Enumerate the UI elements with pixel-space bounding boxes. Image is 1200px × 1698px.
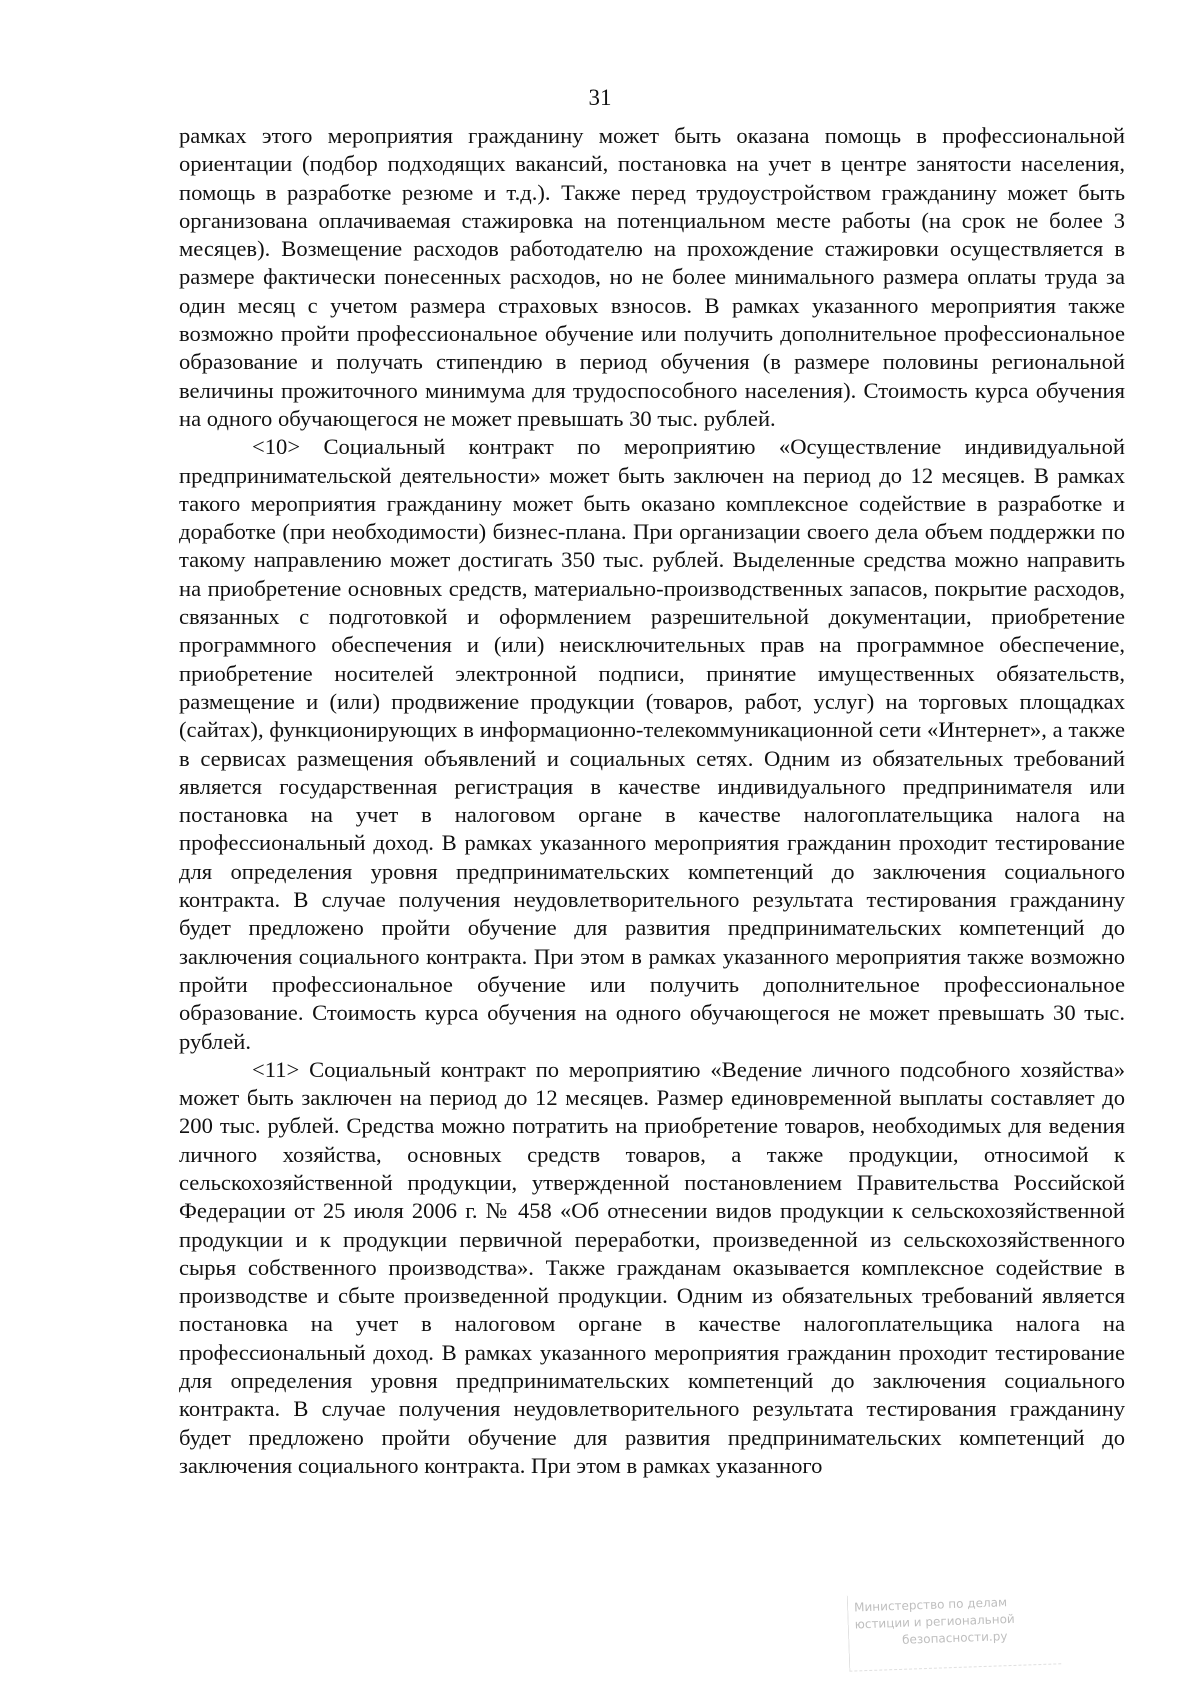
paragraph-continuation: рамках этого мероприятия гражданину может быть оказана помощь в профессиональной ориентации (подбор подходящих вакансий, постановка на учет в центре занятости населения, помощь в разработке резюме и т.д.). Также перед трудоустройством гражданину может быть организована оплачиваемая стажировка на потенциальном месте работы (на срок не более 3 месяцев). Возмещение расходов работодателю на прохождение стажировки осуществляется в размере фактически понесенных расходов, но не более минимального размера оплаты труда за один месяц с учетом размера страховых взносов. В рамках указанного мероприятия также возможно пройти профессиональное обучение или получить дополнительное профессиональное образование и получать стипендию в период обучения (в размере половины региональной величины прожиточного минимума для трудоспособного населения). Стоимость курса обучения на одного обучающегося не может превышать 30 тыс. рублей. — [179, 123, 1125, 431]
paragraph-note-11: <11> Социальный контракт по мероприятию «Ведение личного подсобного хозяйства» может быть заключен на период до 12 месяцев. Размер единовременной выплаты составляет до 200 тыс. рублей. Средства можно потратить на приобретение товаров, необходимых для ведения личного хозяйства, основных средств товаров, а также продукции, относимой к сельскохозяйственной продукции, утвержденной постановлением Правительства Российской Федерации от 25 июля 2006 г. № 458 «Об отнесении видов продукции к сельскохозяйственной продукции и к продукции первичной переработки, произведенной из сельскохозяйственного сырья собственного производства». Также гражданам оказывается комплексное содействие в производстве и сбыте произведенной продукции. Одним из обязательных требований является постановка на учет в налоговом органе в качестве налогоплательщика налога на профессиональный доход. В рамках указанного мероприятия гражданин проходит тестирование для определения уровня предпринимательских компетенций до заключения социального контракта. В случае получения неудовлетворительного результата тестирования гражданину будет предложено пройти обучение для развития предпринимательских компетенций до заключения социального контракта. При этом в рамках указанного — [179, 1056, 1125, 1478]
stamp-line-1: Министерство по делам — [853, 1595, 1008, 1615]
stamp-line-2: юстиции и региональной — [854, 1611, 1015, 1632]
page-number: 31 — [588, 85, 612, 110]
paragraph-note-10: <10> Социальный контракт по мероприятию «Осуществление индивидуальной предпринимательской деятельности» может быть заключен на период до 12 месяцев. В рамках такого мероприятия гражданину может быть оказано комплексное содействие в разработке и доработке (при необходимости) бизнес-плана. При организации своего дела объем поддержки по такому направлению может достигать 350 тыс. рублей. Выделенные средства можно направить на приобретение основных средств, материально-производственных запасов, покрытие расходов, связанных с подготовкой и оформлением разрешительной документации, приобретение программного обеспечения и (или) неисключительных прав на программное обеспечение, приобретение носителей электронной подписи, принятие имущественных обязательств, размещение и (или) продвижение продукции (товаров, работ, услуг) на торговых площадках (сайтах), функционирующих в информационно-телекоммуникационной сети «Интернет», а также в сервисах размещения объявлений и социальных сетях. Одним из обязательных требований является государственная регистрация в качестве индивидуального предпринимателя или постановка на учет в налоговом органе в качестве налогоплательщика налога на профессиональный доход. В рамках указанного мероприятия гражданин проходит тестирование для определения уровня предпринимательских компетенций до заключения социального контракта. В случае получения неудовлетворительного результата тестирования гражданину будет предложено пройти обучение для развития предпринимательских компетенций до заключения социального контракта. При этом в рамках указанного мероприятия также возможно пройти профессиональное обучение или получить дополнительное профессиональное образование. Стоимость курса обучения на одного обучающегося не может превышать 30 тыс. рублей. — [179, 434, 1125, 1054]
stamp-line-3: безопасности.ру — [901, 1629, 1008, 1647]
document-body — [179, 122, 1125, 1480]
watermark-stamp — [847, 1588, 1062, 1671]
